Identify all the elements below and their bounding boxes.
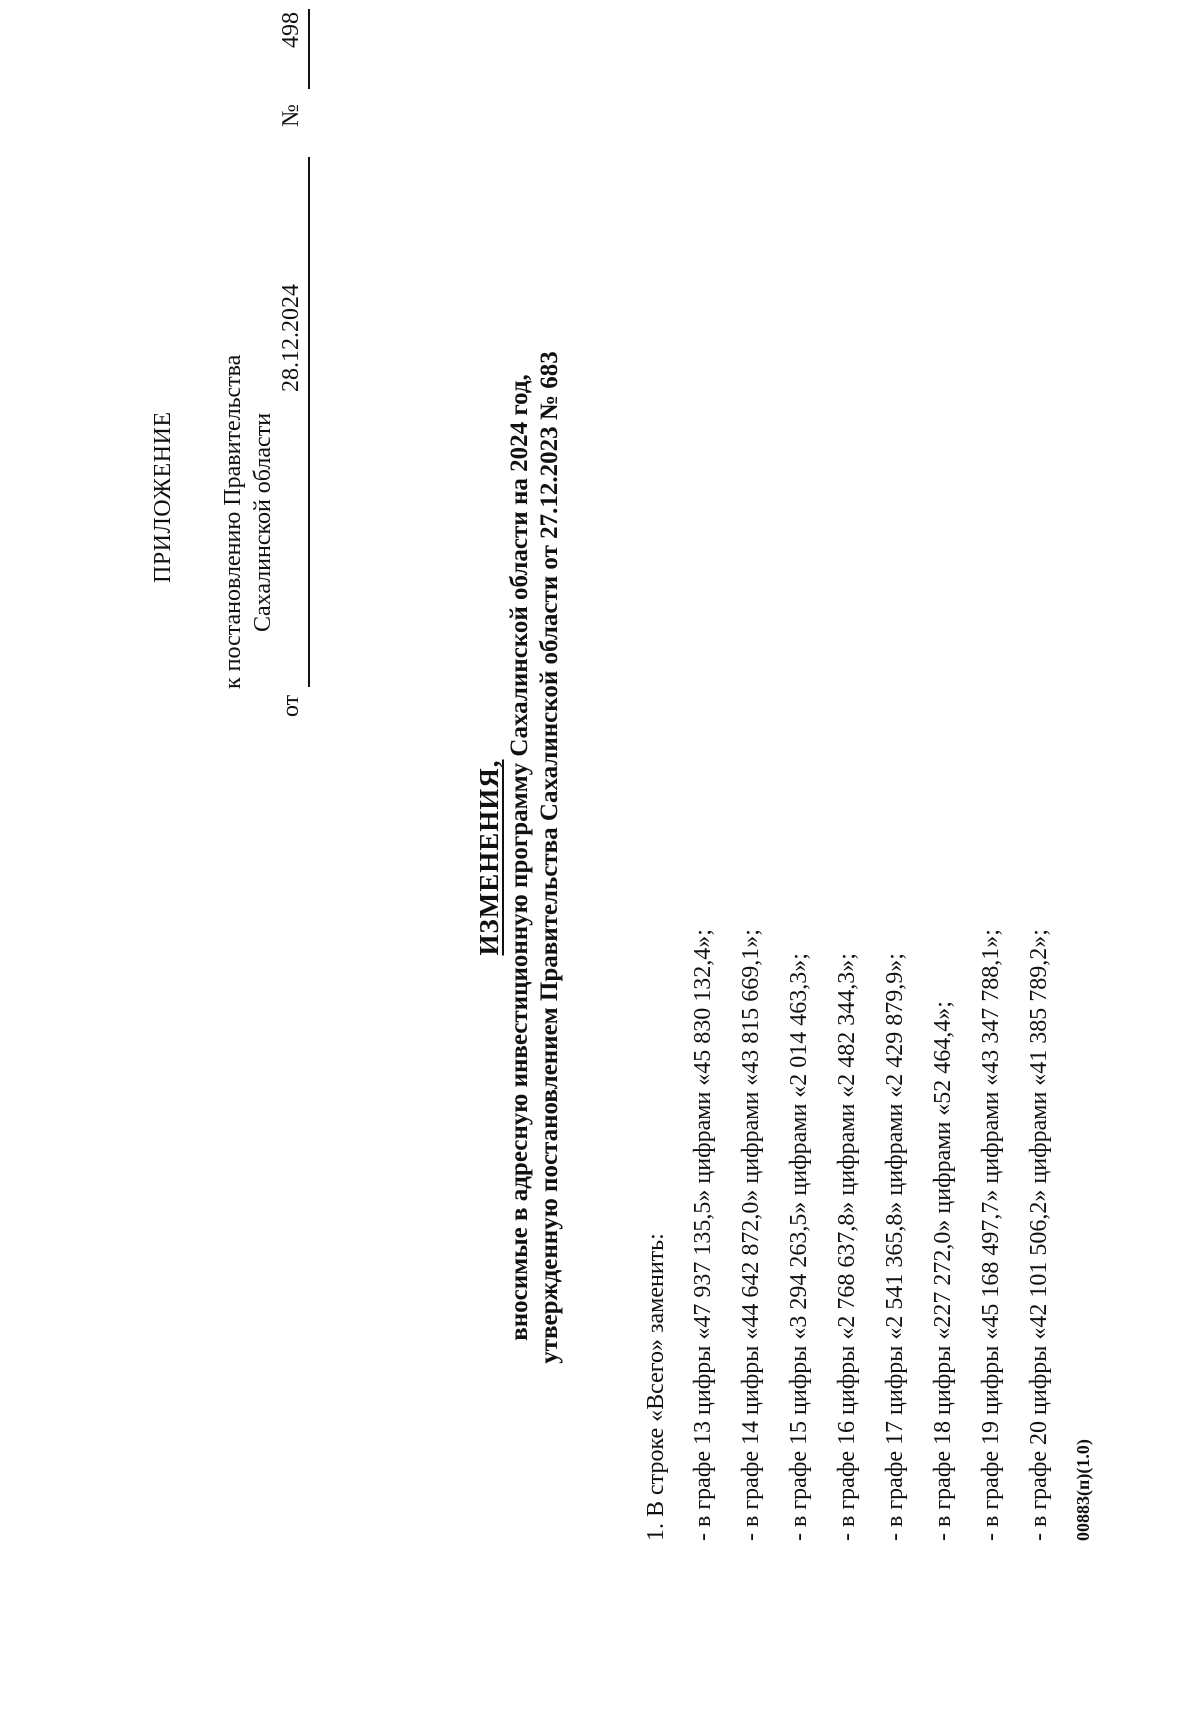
list-item: - в графе 14 цифры «44 642 872,0» цифрами «43 815 669,1»; (738, 929, 764, 1541)
from-label: от (278, 694, 304, 717)
list-item: - в графе 17 цифры «2 541 365,8» цифрами «2 429 879,9»; (882, 953, 908, 1541)
appendix-reference-line2: Сахалинской области (250, 412, 276, 632)
decree-number: 498 (278, 12, 304, 48)
list-item: - в графе 13 цифры «47 937 135,5» цифрами «45 830 132,4»; (690, 929, 716, 1541)
heading-title: ИЗМЕНЕНИЯ, (474, 759, 504, 956)
section-intro: 1. В строке «Всего» заменить: (643, 1233, 669, 1541)
list-item: - в графе 15 цифры «3 294 263,5» цифрами «2 014 463,3»; (786, 953, 812, 1541)
heading-subtitle-line2: утвержденную постановлением Правительства Сахалинской области от 27.12.2023 № 683 (536, 351, 563, 1364)
document-heading (474, 0, 505, 1715)
decree-date: 28.12.2024 (278, 284, 304, 392)
list-item: - в графе 19 цифры «45 168 497,7» цифрами «43 347 788,1»; (978, 929, 1004, 1541)
date-underline (308, 157, 310, 687)
document-code: 00883(п)(1.0) (1073, 1439, 1093, 1541)
appendix-date-row (278, 9, 312, 717)
list-item: - в графе 16 цифры «2 768 637,8» цифрами «2 482 344,3»; (834, 953, 860, 1541)
list-item: - в графе 20 цифры «42 101 506,2» цифрами «41 385 789,2»; (1026, 929, 1052, 1541)
appendix-reference-line1: к постановлению Правительства (220, 354, 246, 689)
number-underline (308, 9, 310, 89)
list-item: - в графе 18 цифры «227 272,0» цифрами «52 464,4»; (930, 1001, 956, 1541)
number-label: № (278, 104, 304, 127)
appendix-title: ПРИЛОЖЕНИЕ (150, 411, 176, 583)
heading-subtitle-line1: вносимые в адресную инвестиционную программу Сахалинской области на 2024 год, (506, 374, 533, 1341)
